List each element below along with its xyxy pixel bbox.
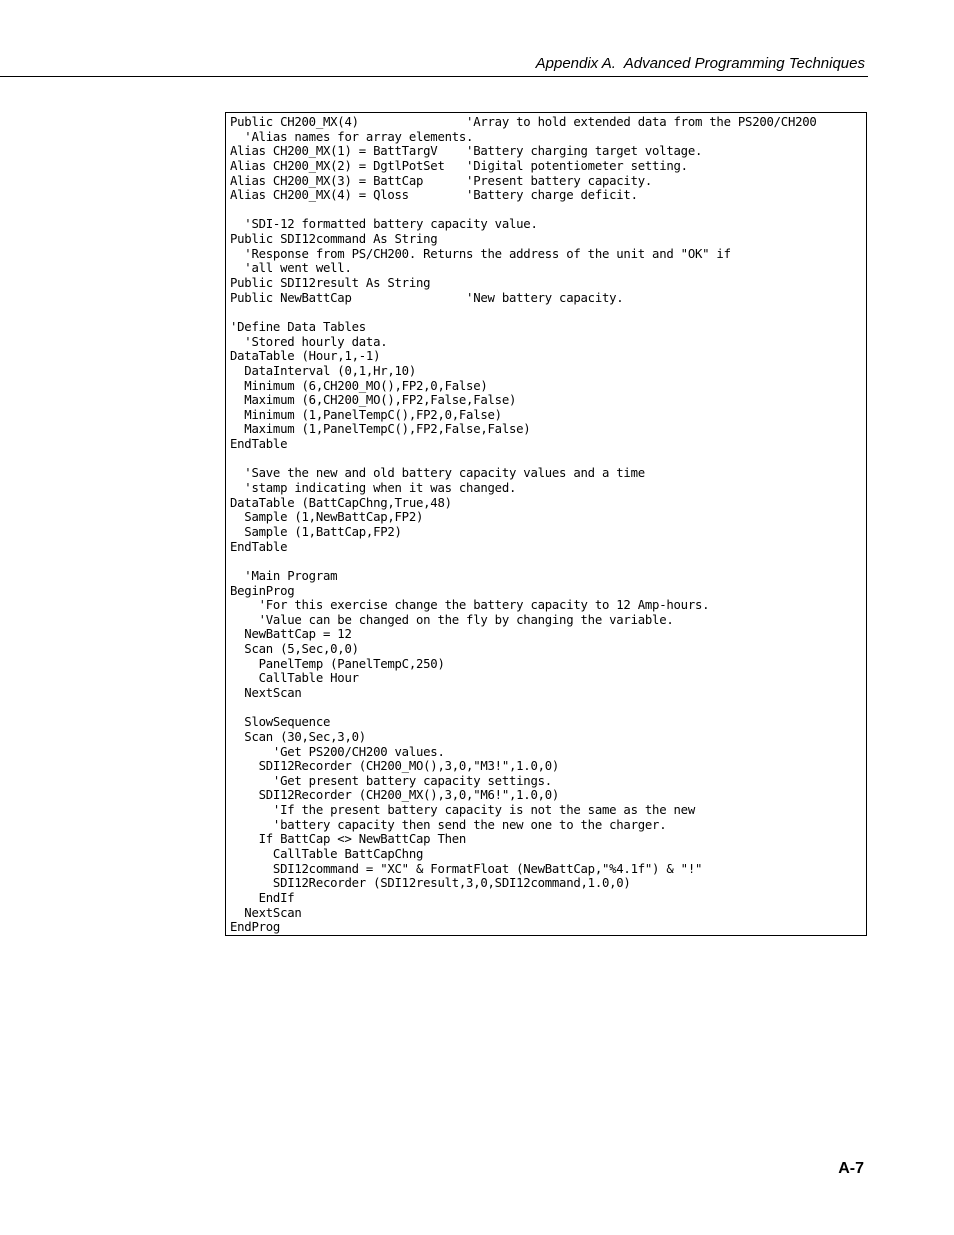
code-line: 'Define Data Tables: [230, 319, 366, 334]
running-header: Appendix A. Advanced Programming Techniques: [535, 55, 865, 72]
code-line: Minimum (1,PanelTempC(),FP2,0,False): [230, 407, 502, 422]
code-listing: [225, 112, 867, 936]
code-line: [230, 554, 866, 569]
code-line: DataTable (BattCapChng,True,48): [230, 495, 452, 510]
code-line: Minimum (6,CH200_MO(),FP2,0,False): [230, 378, 488, 393]
code-line: Alias CH200_MX(1) = BattTargV 'Battery charging target voltage.: [230, 144, 703, 159]
code-line: 'Save the new and old battery capacity values and a time: [230, 466, 645, 481]
code-line: Maximum (1,PanelTempC(),FP2,False,False): [230, 422, 531, 437]
code-line: 'For this exercise change the battery capacity to 12 Amp-hours.: [230, 598, 710, 613]
code-line: EndIf: [230, 890, 295, 905]
code-line: EndProg: [230, 920, 281, 935]
code-line: Public SDI12command As String: [230, 232, 438, 247]
code-line: Alias CH200_MX(2) = DgtlPotSet 'Digital potentiometer setting.: [230, 158, 688, 173]
code-line: Maximum (6,CH200_MO(),FP2,False,False): [230, 393, 517, 408]
code-line: NextScan: [230, 685, 302, 700]
code-line: [230, 452, 866, 467]
code-line: [230, 305, 866, 320]
code-line: NextScan: [230, 905, 302, 920]
code-line: CallTable BattCapChng: [230, 847, 424, 862]
code-line: If BattCap <> NewBattCap Then: [230, 832, 467, 847]
code-line: CallTable Hour: [230, 671, 359, 686]
header-rule: [0, 76, 868, 77]
code-line: Public CH200_MX(4) 'Array to hold extended data from the PS200/CH200: [230, 115, 817, 129]
code-line: NewBattCap = 12: [230, 627, 352, 642]
code-line: SDI12command = "XC" & FormatFloat (NewBattCap,"%4.1f") & "!": [230, 861, 703, 876]
code-line: SlowSequence: [230, 715, 331, 730]
code-line: 'Value can be changed on the fly by changing the variable.: [230, 612, 674, 627]
code-line: Sample (1,BattCap,FP2): [230, 524, 402, 539]
code-line: Sample (1,NewBattCap,FP2): [230, 510, 424, 525]
code-line: Scan (30,Sec,3,0): [230, 729, 366, 744]
code-line: PanelTemp (PanelTempC,250): [230, 656, 445, 671]
code-line: Public SDI12result As String: [230, 276, 431, 291]
code-line: SDI12Recorder (SDI12result,3,0,SDI12command,1.0,0): [230, 876, 631, 891]
code-line: Scan (5,Sec,0,0): [230, 642, 359, 657]
code-line: 'Get present battery capacity settings.: [230, 773, 552, 788]
page-number: A-7: [838, 1160, 864, 1177]
code-line: 'Get PS200/CH200 values.: [230, 744, 445, 759]
code-line: EndTable: [230, 437, 288, 452]
code-line: 'Response from PS/CH200. Returns the address of the unit and "OK" if: [230, 246, 731, 261]
code-line: SDI12Recorder (CH200_MO(),3,0,"M3!",1.0,0): [230, 759, 560, 774]
code-line: Alias CH200_MX(4) = Qloss 'Battery charge deficit.: [230, 188, 638, 203]
code-line: Alias CH200_MX(3) = BattCap 'Present battery capacity.: [230, 173, 653, 188]
code-line: EndTable: [230, 539, 288, 554]
code-line: 'battery capacity then send the new one to the charger.: [230, 817, 667, 832]
code-line: DataTable (Hour,1,-1): [230, 349, 381, 364]
code-line: BeginProg: [230, 583, 295, 598]
code-line: [230, 701, 866, 716]
code-line: 'stamp indicating when it was changed.: [230, 481, 517, 496]
code-line: 'all went well.: [230, 261, 352, 276]
code-line: 'SDI-12 formatted battery capacity value.: [230, 217, 538, 232]
code-line: Public NewBattCap 'New battery capacity.: [230, 290, 624, 305]
code-line: 'Main Program: [230, 568, 338, 583]
code-line: 'Stored hourly data.: [230, 334, 388, 349]
code-line: 'If the present battery capacity is not the same as the new: [230, 803, 695, 818]
code-line: SDI12Recorder (CH200_MX(),3,0,"M6!",1.0,0): [230, 788, 560, 803]
code-line: DataInterval (0,1,Hr,10): [230, 363, 416, 378]
code-line: [230, 203, 866, 218]
code-line: 'Alias names for array elements.: [230, 129, 474, 144]
